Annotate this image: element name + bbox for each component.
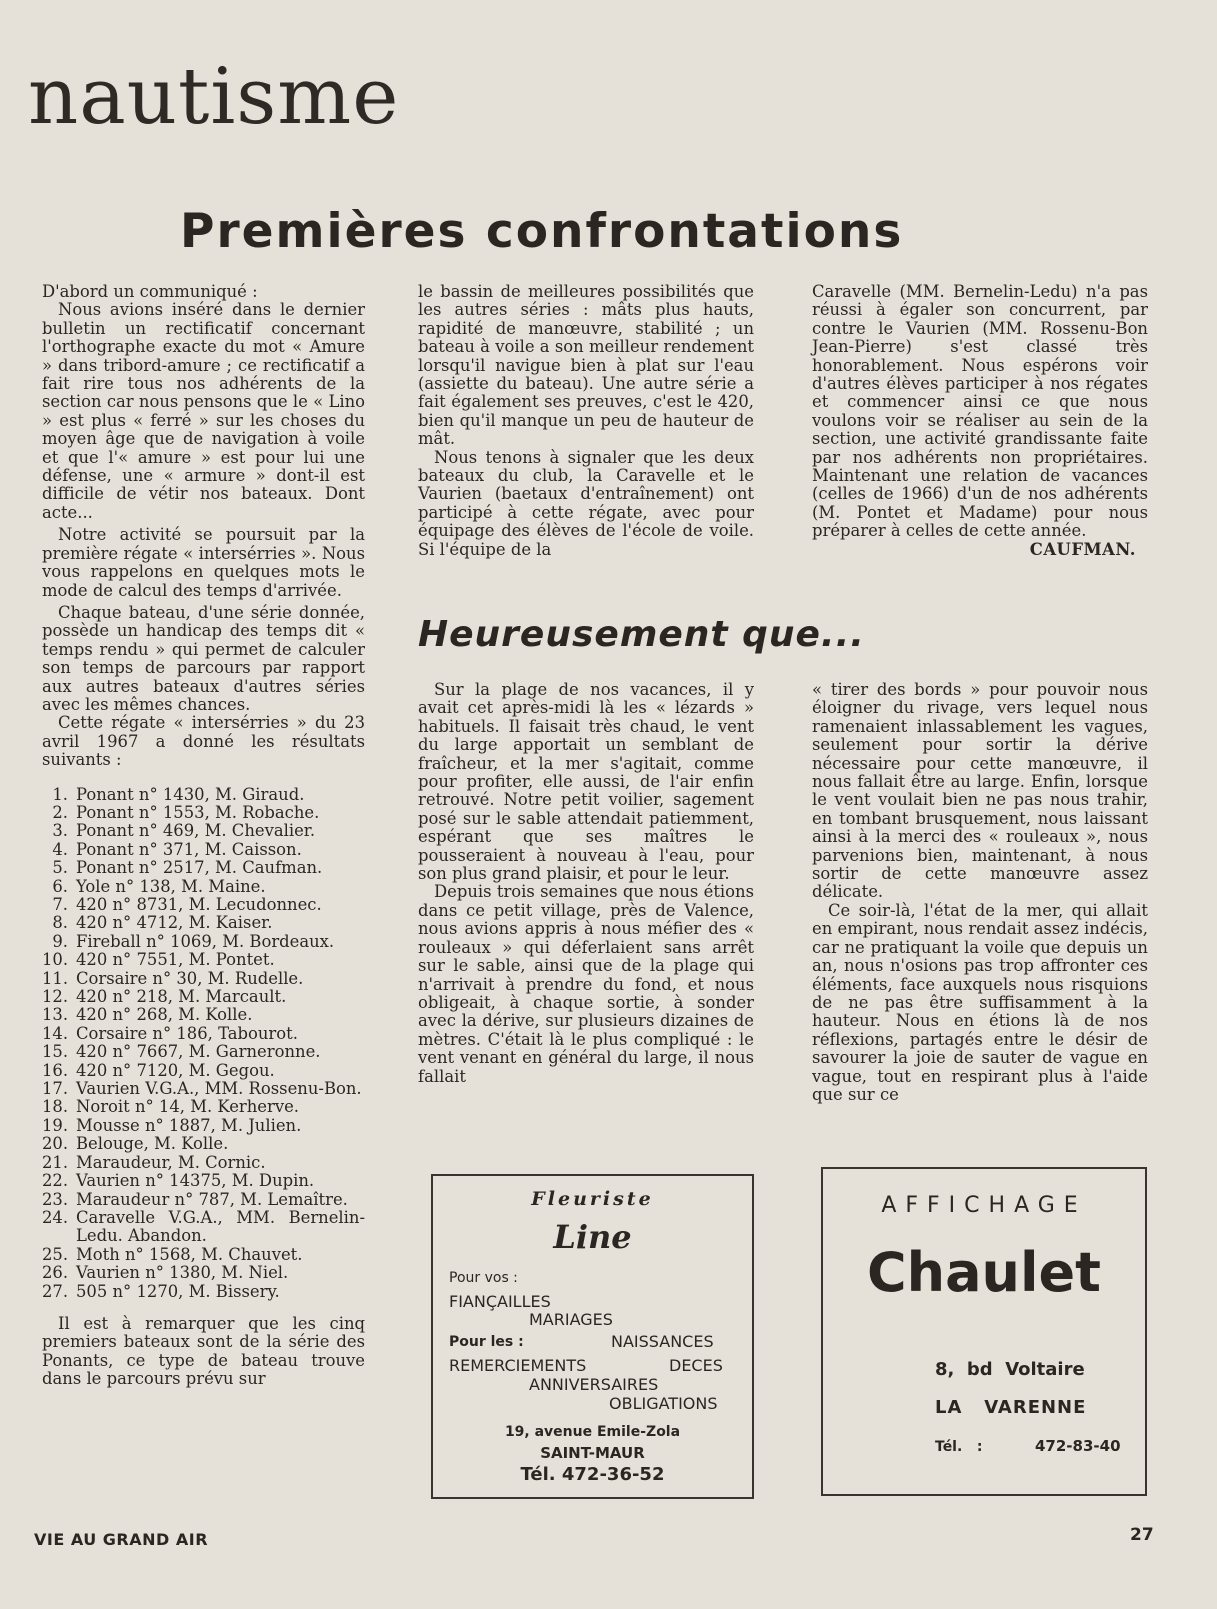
result-text: Caravelle V.G.A., MM. Bernelin-Ledu. Abandon.: [76, 1207, 365, 1246]
page-number: 27: [1130, 1525, 1154, 1545]
ad-address: 8, bd Voltaire: [935, 1359, 1085, 1380]
result-text: Ponant n° 469, M. Chevalier.: [76, 821, 316, 841]
paragraph: Depuis trois semaines que nous étions dans ce petit village, près de Valence, nous avions appris à nous méfier des « rouleaux » qui déferlaient sans arrêt sur le sable, ainsi que de la plage qui n'arrivait à prendre du fond, et nous obligeait, à chaque sortie, à sonder avec la dérive, sur plusieurs dizaines de mètres. C'était là le plus compliqué : le vent venant en général du large, il nous fallait: [418, 882, 754, 1086]
result-rank: 19.: [42, 1115, 69, 1135]
regatta-results-list: [42, 786, 365, 1301]
result-item: [42, 1006, 365, 1024]
section-title: nautisme: [28, 52, 400, 142]
result-text: 420 n° 218, M. Marcault.: [76, 987, 287, 1007]
result-text: Moth n° 1568, M. Chauvet.: [76, 1244, 303, 1264]
result-item: [42, 786, 365, 804]
result-text: 420 n° 8731, M. Lecudonnec.: [76, 895, 322, 914]
result-rank: 12.: [42, 987, 69, 1007]
result-item: [42, 951, 365, 969]
article2-column-3: [812, 681, 1148, 1104]
result-rank: 21.: [42, 1152, 69, 1172]
result-item: [42, 1043, 365, 1061]
ad-text: FIANÇAILLES: [449, 1292, 551, 1311]
article2-column-2: [418, 681, 754, 1086]
paragraph: Notre activité se poursuit par la première régate « intersérries ». Nous vous rappelons en quelques mots le mode de calcul des temps d'arrivée.: [42, 525, 365, 600]
paragraph: Caravelle (MM. Bernelin-Ledu) n'a pas réussi à égaler son concurrent, par contre le Vaurien (MM. Rossenu-Bon Jean-Pierre) s'est classé très honorablement. Nous espérons voir d'autres élèves participer à nos régates et commencer ainsi ce que nous voulons voir se réaliser au sein de la section, une activité grandissante faite par nos adhérents non propriétaires. Maintenant une relation de vacances (celles de 1966) d'un de nos adhérents (M. Pontet et Madame) pour nous préparer à celles de cette année.: [812, 282, 1148, 541]
result-text: Yole n° 138, M. Maine.: [76, 876, 266, 896]
result-text: Ponant n° 2517, M. Caufman.: [76, 858, 323, 878]
result-item: [42, 970, 365, 988]
result-rank: 24.: [42, 1207, 69, 1227]
paragraph: Sur la plage de nos vacances, il y avait cet après-midi là les « lézards » habituels. Il faisait très chaud, le vent du large apportait un semblant de fraîcheur, et la mer s'agitait, comme pour profiter, elle aussi, de l'air enfin retrouvé. Notre petit voilier, sagement posé sur le sable attendait patiemment, espérant que ses maîtres le pousseraient à nouveau à l'eau, pour son plus grand plaisir, et pour le leur.: [418, 680, 754, 884]
result-rank: 20.: [42, 1134, 69, 1154]
ad-text: OBLIGATIONS: [609, 1394, 718, 1413]
result-rank: 5.: [52, 858, 68, 878]
result-text: 505 n° 1270, M. Bissery.: [76, 1281, 280, 1301]
result-item: [42, 1172, 365, 1190]
ad-brand: Chaulet: [867, 1241, 1101, 1304]
result-text: 420 n° 7667, M. Garneronne.: [76, 1042, 321, 1062]
result-rank: 25.: [42, 1244, 69, 1264]
paragraph: Ce soir-là, l'état de la mer, qui allait en empirant, nous rendait assez indécis, car ne pratiquant la voile que depuis un an, nous n'osions pas trop affronter ces éléments, face auxquels nous risquions de ne pas être suffisamment à la hauteur. Nous en étions là de nos réflexions, partagés entre le désir de savourer la joie de sauter de vague en vague, tout en respirant plus à l'aide que sur ce: [812, 900, 1148, 1104]
result-rank: 23.: [42, 1189, 69, 1209]
result-item: [42, 1025, 365, 1043]
magazine-name: VIE AU GRAND AIR: [34, 1530, 209, 1549]
result-rank: 22.: [42, 1171, 69, 1191]
result-item: [42, 933, 365, 951]
ad-city: SAINT-MAUR: [540, 1444, 645, 1462]
result-item: [42, 1154, 365, 1172]
ad-text: MARIAGES: [529, 1310, 613, 1329]
result-rank: 10.: [42, 950, 69, 970]
article1-column-2: [418, 283, 754, 559]
result-item: [42, 878, 365, 896]
result-item: [42, 1062, 365, 1080]
result-rank: 4.: [52, 839, 68, 859]
result-rank: 3.: [52, 821, 68, 841]
author-signature: CAUFMAN.: [1029, 539, 1136, 559]
result-rank: 27.: [42, 1281, 69, 1301]
result-item: [42, 804, 365, 822]
paragraph: Nous tenons à signaler que les deux bateaux du club, la Caravelle et le Vaurien (baetaux d'entraînement) ont participé à cette régate, avec pour équipage des élèves de l'école de voile. Si l'équipe de la: [418, 447, 754, 559]
result-text: Vaurien V.G.A., MM. Rossenu-Bon.: [76, 1079, 362, 1099]
result-rank: 15.: [42, 1042, 69, 1062]
result-rank: 13.: [42, 1005, 69, 1025]
ad-text: REMERCIEMENTS: [449, 1356, 587, 1375]
result-rank: 16.: [42, 1060, 69, 1080]
paragraph: Cette régate « intersérries » du 23 avril 1967 a donné les résultats suivants :: [42, 713, 365, 770]
result-text: Vaurien n° 1380, M. Niel.: [76, 1263, 289, 1283]
paragraph: le bassin de meilleures possibilités que les autres séries : mâts plus hauts, rapidité de manœuvre, stabilité ; un bateau à voile a son meilleur rendement lorsqu'il navigue bien à plat sur l'eau (assiette du bateau). Une autre série a fait également ses preuves, c'est le 420, bien qu'il manque un peu de hauteur de mât.: [418, 282, 754, 449]
result-text: Corsaire n° 30, M. Rudelle.: [76, 968, 304, 988]
result-rank: 9.: [52, 931, 68, 951]
result-item: [42, 1246, 365, 1264]
result-text: Maraudeur n° 787, M. Lemaître.: [76, 1189, 348, 1209]
result-text: Noroit n° 14, M. Kerherve.: [76, 1097, 299, 1117]
fleuriste-ad: [431, 1174, 754, 1499]
result-item: [42, 859, 365, 877]
result-rank: 7.: [52, 895, 68, 914]
result-rank: 14.: [42, 1023, 69, 1043]
ad-phone: Tél. 472-36-52: [520, 1464, 665, 1485]
paragraph: Il est à remarquer que les cinq premiers bateaux sont de la série des Ponants, ce type de bateau trouve dans le parcours prévu sur: [42, 1313, 365, 1389]
result-item: [42, 1098, 365, 1116]
result-text: Ponant n° 1430, M. Giraud.: [76, 784, 305, 804]
result-text: 420 n° 7551, M. Pontet.: [76, 950, 275, 970]
result-rank: 18.: [42, 1097, 69, 1117]
result-item: [42, 841, 365, 859]
result-item: [42, 1191, 365, 1209]
paragraph: Chaque bateau, d'une série donnée, possède un handicap des temps dit « temps rendu » qui permet de calculer son temps de parcours par rapport aux autres bateaux d'autres séries avec les mêmes chances.: [42, 602, 365, 714]
result-item: [42, 914, 365, 932]
article1-column-1: [42, 283, 365, 1389]
article-headline: Premières confrontations: [180, 204, 904, 259]
paragraph: « tirer des bords » pour pouvoir nous éloigner du rivage, vers lequel nous ramenaient inlassablement les vagues, seulement pour sortir la dérive nécessaire pour cette manœuvre, il nous fallait être au large. Enfin, lorsque le vent voulait bien ne pas nous trahir, en tombant brusquement, nous laissant ainsi à la merci des « rouleaux », nous parvenions bien, maintenant, à nous sortir de cette manœuvre assez délicate.: [812, 680, 1148, 902]
ad-text: Pour les :: [449, 1334, 524, 1350]
result-rank: 17.: [42, 1079, 69, 1099]
result-rank: 8.: [52, 913, 68, 933]
result-rank: 26.: [42, 1263, 69, 1283]
result-item: [42, 1080, 365, 1098]
ad-brand: Line: [553, 1218, 632, 1256]
result-text: Fireball n° 1069, M. Bordeaux.: [76, 931, 335, 951]
paragraph: D'abord un communiqué :: [42, 282, 258, 301]
affichage-ad: [821, 1167, 1147, 1496]
ad-text: ANNIVERSAIRES: [529, 1375, 659, 1394]
result-rank: 11.: [42, 968, 69, 988]
result-item: [42, 896, 365, 914]
result-item: [42, 1264, 365, 1282]
ad-kicker: Fleuriste: [531, 1188, 654, 1210]
result-rank: 1.: [52, 784, 68, 804]
result-rank: 6.: [52, 876, 68, 896]
result-item: [42, 1209, 365, 1246]
result-text: 420 n° 4712, M. Kaiser.: [76, 913, 273, 933]
result-text: 420 n° 7120, M. Gegou.: [76, 1060, 275, 1080]
result-item: [42, 988, 365, 1006]
article-headline: Heureusement que...: [418, 614, 865, 655]
result-text: Maraudeur, M. Cornic.: [76, 1152, 266, 1172]
result-text: Mousse n° 1887, M. Julien.: [76, 1115, 302, 1135]
result-text: Vaurien n° 14375, M. Dupin.: [76, 1171, 315, 1191]
ad-text: DECES: [669, 1356, 723, 1375]
result-item: [42, 822, 365, 840]
paragraph: Nous avions inséré dans le dernier bulletin un rectificatif concernant l'orthographe exacte du mot « Amure » dans tribord-amure ; ce rectificatif a fait rire tous nos adhérents de la section car nous pensons que le « Lino » est plus « ferré » sur les choses du moyen âge que de navigation à voile et que l'« amure » est pour lui une défense, une « armure » dont-il est difficile de vétir nos bateaux. Dont acte...: [42, 300, 365, 522]
result-text: Corsaire n° 186, Tabourot.: [76, 1023, 298, 1043]
result-text: Ponant n° 371, M. Caisson.: [76, 839, 302, 859]
ad-kicker: AFFICHAGE: [881, 1193, 1087, 1218]
result-rank: 2.: [52, 802, 68, 822]
result-item: [42, 1283, 365, 1301]
result-text: Ponant n° 1553, M. Robache.: [76, 802, 320, 822]
result-text: 420 n° 268, M. Kolle.: [76, 1005, 253, 1025]
result-item: [42, 1117, 365, 1135]
ad-address: 19, avenue Emile-Zola: [504, 1424, 681, 1440]
ad-phone-label: Tél. :: [935, 1439, 983, 1455]
result-item: [42, 1135, 365, 1153]
ad-text: NAISSANCES: [611, 1332, 714, 1351]
ad-city: LA VARENNE: [935, 1397, 1087, 1418]
result-text: Belouge, M. Kolle.: [76, 1134, 229, 1154]
ad-text: Pour vos :: [449, 1270, 518, 1286]
article1-column-3: [812, 283, 1148, 559]
ad-phone: 472-83-40: [1035, 1437, 1121, 1455]
